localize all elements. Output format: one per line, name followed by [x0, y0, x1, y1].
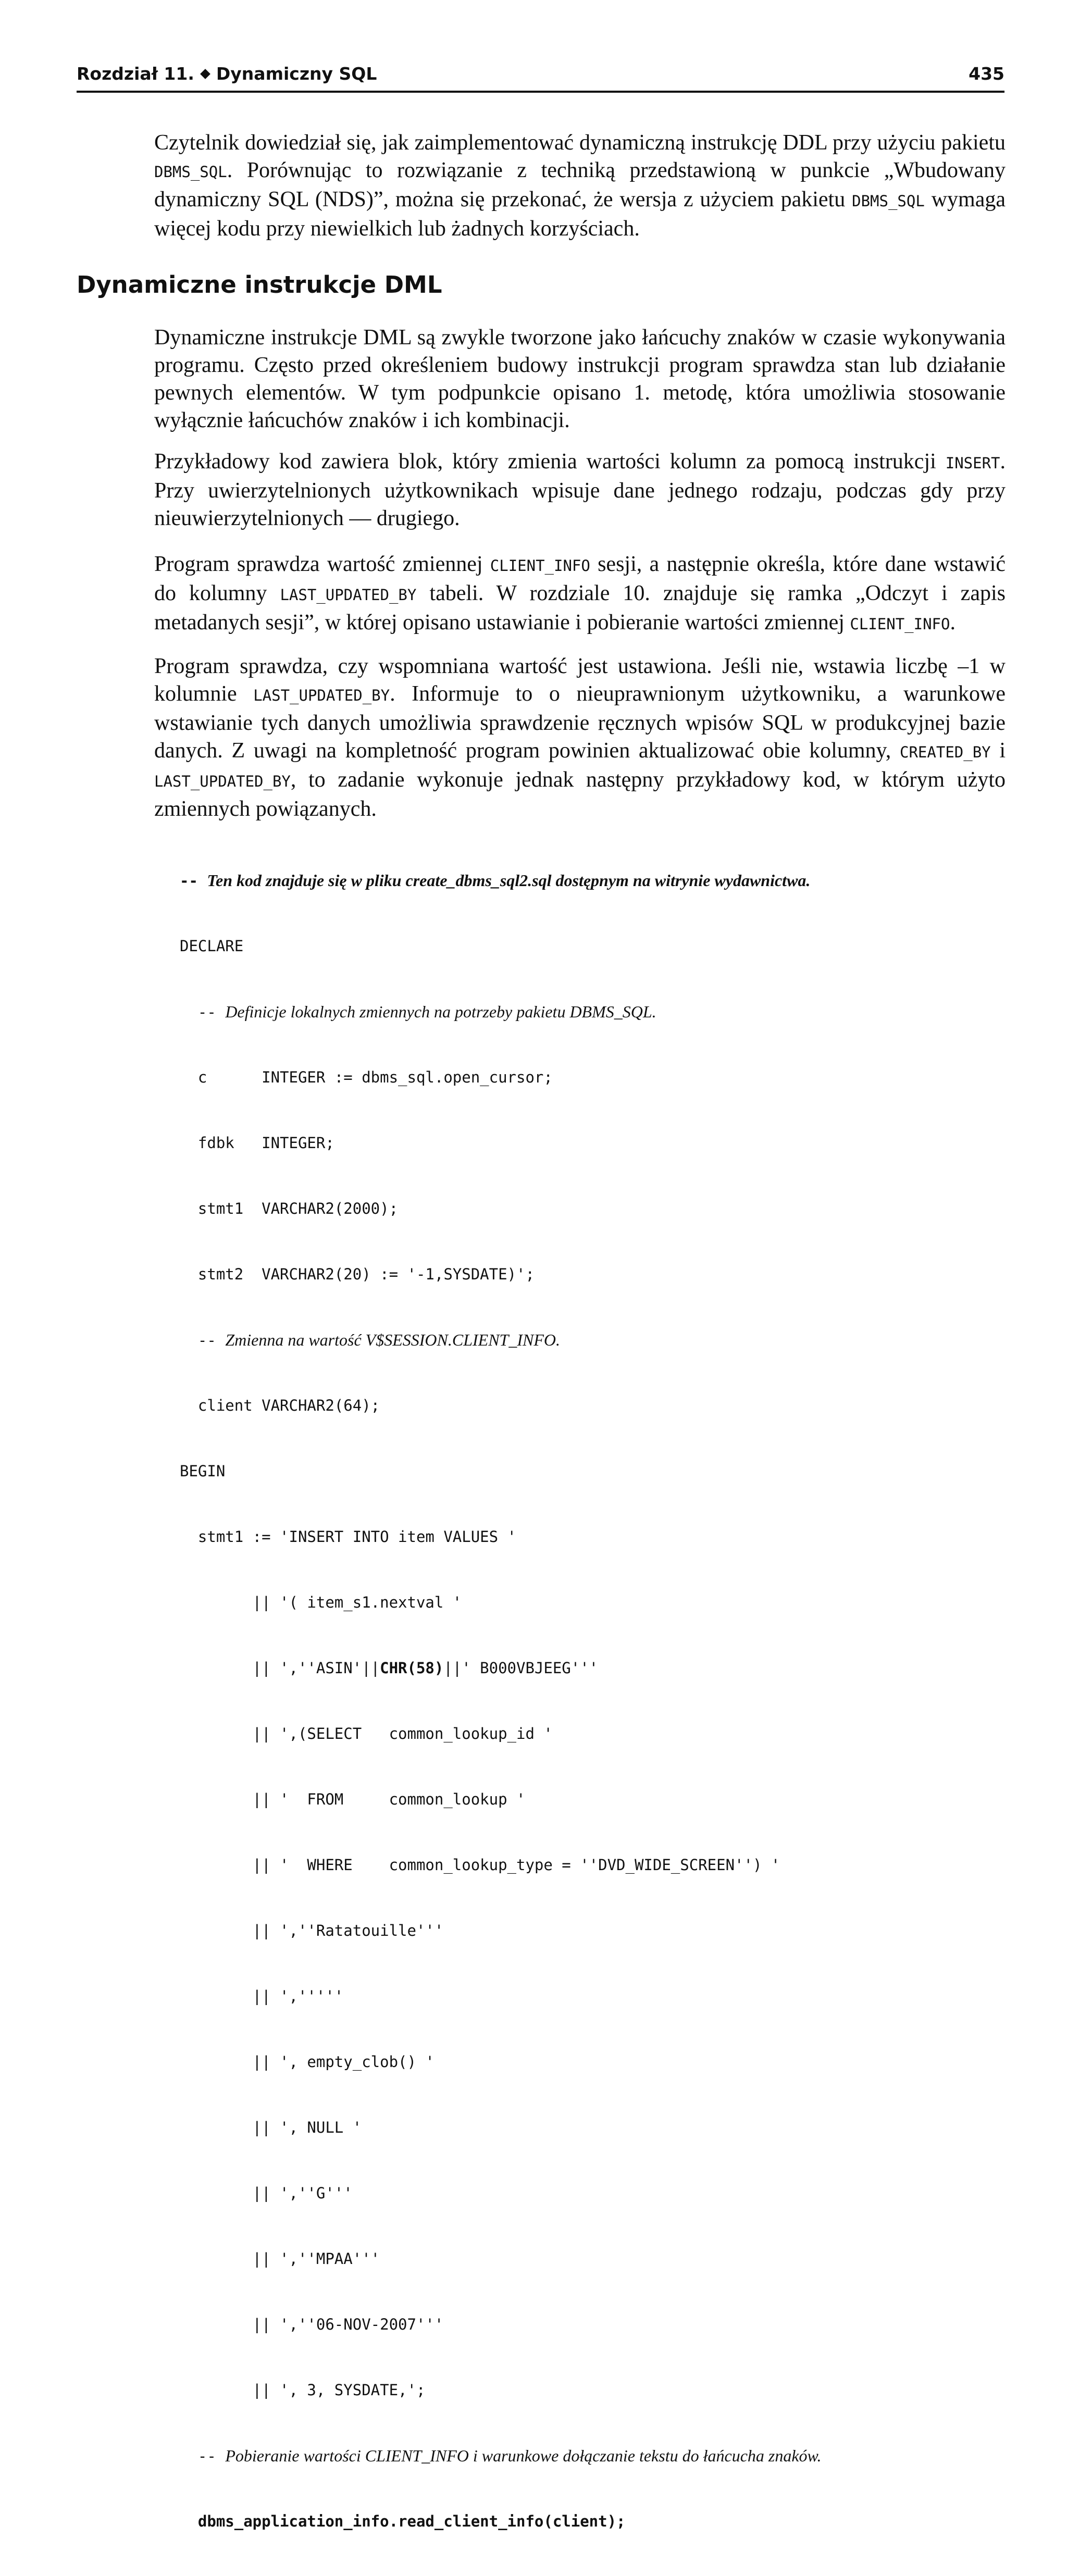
code-line: || ' WHERE common_lookup_type = ''DVD_WIDE_SCREEN'') '	[180, 1856, 780, 1874]
inline-code: LAST_UPDATED_BY	[280, 586, 417, 604]
code-line: || ', empty_clob() '	[180, 2053, 435, 2071]
code-line: || '( item_s1.nextval '	[180, 1594, 462, 1611]
code-line: client VARCHAR2(64);	[180, 1397, 380, 1414]
code-line: -- Pobieranie wartości CLIENT_INFO i warunkowe dołączanie tekstu do łańcucha znaków.	[180, 2446, 822, 2465]
chapter-title: Dynamiczny SQL	[216, 64, 377, 84]
inline-code: CLIENT_INFO	[490, 557, 590, 575]
diamond-separator-icon	[200, 69, 210, 79]
code-line: BEGIN	[180, 1462, 226, 1480]
paragraph-2: Przykładowy kod zawiera blok, który zmienia wartości kolumn za pomocą instrukcji INSERT. Przy uwierzytelnionych użytkownikach wpisuje dane jednego rodzaju, podczas gdy przy nieuwierzytelnionych — drugiego.	[154, 450, 1006, 530]
code-line: -- Ten kod znajduje się w pliku create_dbms_sql2.sql dostępnym na witrynie wydawnictwa.	[180, 871, 811, 890]
code-line: || ',''ASIN'||CHR(58)||' B000VBJEEG'''	[180, 1659, 599, 1677]
code-line: DECLARE	[180, 937, 244, 955]
paragraph-3: Program sprawdza wartość zmiennej CLIENT_INFO sesji, a następnie określa, które dane wstawić do kolumny LAST_UPDATED_BY tabeli. W rozdziale 10. znajduje się ramka „Odczyt i zapis metadanych sesji”, w której opisano ustawianie i pobieranie wartości zmiennej CLIENT_INFO.	[154, 552, 1006, 634]
code-line: fdbk INTEGER;	[180, 1134, 334, 1152]
code-line: || ',''MPAA'''	[180, 2250, 380, 2268]
inline-code: DBMS_SQL	[154, 163, 227, 181]
inline-code: INSERT	[945, 454, 1000, 472]
code-line: stmt1 VARCHAR2(2000);	[180, 1200, 399, 1217]
code-line: stmt1 := 'INSERT INTO item VALUES '	[180, 1528, 517, 1546]
code-line: c INTEGER := dbms_sql.open_cursor;	[180, 1068, 553, 1086]
inline-code: CREATED_BY	[900, 743, 991, 761]
inline-code: LAST_UPDATED_BY	[154, 773, 291, 790]
code-line: -- Zmienna na wartość V$SESSION.CLIENT_INFO.	[180, 1330, 560, 1349]
intro-paragraph: Czytelnik dowiedział się, jak zaimplementować dynamiczną instrukcję DDL przy użyciu pakietu DBMS_SQL. Porównując to rozwiązanie z techniką przedstawioną w punkcie „Wbudowany dynamiczny SQL (NDS)”, można się przekonać, że wersja z użyciem pakietu DBMS_SQL wymaga więcej kodu przy niewielkich lub żadnych korzyściach.	[154, 131, 1006, 241]
chapter-label: Rozdział 11.	[77, 64, 194, 84]
code-line: || ',''Ratatouille'''	[180, 1922, 444, 1939]
code-line: dbms_application_info.read_client_info(client);	[180, 2512, 626, 2530]
paragraph-1: Dynamiczne instrukcje DML są zwykle tworzone jako łańcuchy znaków w czasie wykonywania programu. Często przed określeniem budowy instrukcji program sprawdza stan lub działanie pewnych elementów. W tym podpunkcie opisano 1. metodę, która umożliwia stosowanie wyłącznie łańcuchów znaków i ich kombinacji.	[154, 326, 1006, 432]
code-line: || ',(SELECT common_lookup_id '	[180, 1725, 553, 1743]
code-line: || ',''G'''	[180, 2184, 353, 2202]
running-header	[77, 61, 1004, 93]
inline-code: CLIENT_INFO	[850, 615, 950, 633]
code-listing	[180, 826, 822, 2576]
inline-code: DBMS_SQL	[852, 192, 925, 210]
code-line: stmt2 VARCHAR2(20) := '-1,SYSDATE)';	[180, 1265, 535, 1283]
code-line: || ' FROM common_lookup '	[180, 1790, 526, 1808]
inline-code: LAST_UPDATED_BY	[253, 687, 390, 704]
paragraph-4: Program sprawdza, czy wspomniana wartość jest ustawiona. Jeśli nie, wstawia liczbę –1 w kolumnie LAST_UPDATED_BY. Informuje to o nieuprawnionym użytkowniku, a warunkowe wstawianie tych danych umożliwia sprawdzenie ręcznych wpisów SQL w produkcyjnej bazie danych. Z uwagi na kompletność program powinien aktualizować obie kolumny, CREATED_BY i LAST_UPDATED_BY, to zadanie wykonuje jednak następny przykładowy kod, w którym użyto zmiennych powiązanych.	[154, 654, 1006, 821]
code-line: || ','''''	[180, 1987, 344, 2005]
code-line: || ', NULL '	[180, 2119, 362, 2136]
page-number: 435	[969, 64, 1004, 84]
code-line: -- Definicje lokalnych zmiennych na potrzeby pakietu DBMS_SQL.	[180, 1002, 656, 1021]
section-heading: Dynamiczne instrukcje DML	[77, 271, 442, 298]
code-line: || ',''06-NOV-2007'''	[180, 2316, 444, 2333]
code-line: || ', 3, SYSDATE,';	[180, 2381, 426, 2399]
header-chapter-title	[77, 64, 377, 84]
